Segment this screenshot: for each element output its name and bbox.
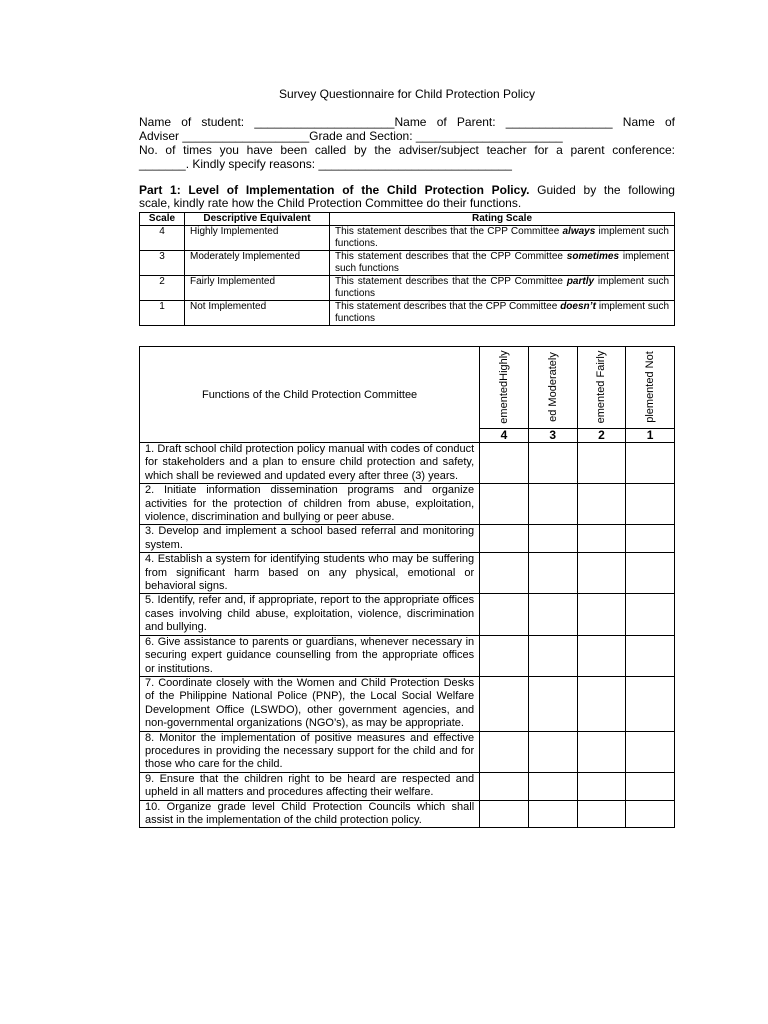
info-line-reasons: _______. Kindly specify reasons: _____________________________ — [139, 157, 512, 171]
function-text: 3. Develop and implement a school based referral and monitoring system. — [140, 525, 480, 553]
rating-cell-2[interactable] — [577, 484, 626, 525]
rating-cell-2[interactable] — [577, 772, 626, 800]
functions-rating-table — [139, 346, 675, 828]
rating-cell-4[interactable] — [480, 525, 529, 553]
rating-cell-4[interactable] — [480, 772, 529, 800]
rating-cell-1[interactable] — [626, 525, 675, 553]
function-row — [140, 594, 675, 635]
part1-intro-1: Guided by the following — [529, 183, 675, 197]
rating-cell-3[interactable] — [528, 731, 577, 772]
function-row — [140, 731, 675, 772]
rating-cell-3[interactable] — [528, 484, 577, 525]
rating-cell-4[interactable] — [480, 800, 529, 828]
rating-cell-4[interactable] — [480, 676, 529, 731]
function-text: 5. Identify, refer and, if appropriate, report to the appropriate offices cases involving child abuse, exploitation, violence, discrimination and bullying. — [140, 594, 480, 635]
rating-cell-3[interactable] — [528, 676, 577, 731]
rating-cell-4[interactable] — [480, 484, 529, 525]
rating-cell-3[interactable] — [528, 525, 577, 553]
rating-cell-4[interactable] — [480, 594, 529, 635]
rating-cell-1[interactable] — [626, 443, 675, 484]
functions-header-row — [140, 347, 675, 429]
rating-cell-3[interactable] — [528, 635, 577, 676]
function-text: 9. Ensure that the children right to be heard are respected and upheld in all matters and procedures affecting their welfare. — [140, 772, 480, 800]
scale-value: 4 — [140, 226, 185, 251]
function-row — [140, 635, 675, 676]
rating-number-3: 3 — [528, 428, 577, 442]
rating-scale-header: Rating Scale — [330, 213, 675, 226]
scale-value: 1 — [140, 301, 185, 326]
rating-number-2: 2 — [577, 428, 626, 442]
rating-cell-4[interactable] — [480, 635, 529, 676]
rating-cell-3[interactable] — [528, 594, 577, 635]
function-text: 4. Establish a system for identifying students who may be suffering from significant harm based on any physical, emotional or behavioral signs. — [140, 553, 480, 594]
rating-cell-1[interactable] — [626, 594, 675, 635]
function-row — [140, 676, 675, 731]
scale-row — [140, 226, 675, 251]
function-row — [140, 443, 675, 484]
rating-scale-table — [139, 212, 675, 326]
part1-intro-2: scale, kindly rate how the Child Protection Committee do their functions. — [139, 196, 522, 210]
rating-number-1: 1 — [626, 428, 675, 442]
function-text: 7. Coordinate closely with the Women and Child Protection Desks of the Philippine National Police (PNP), the Local Social Welfare Development Office (LSWDO), other government agencies, and non-governmental organizations (NGO’s), as may be appropriate. — [140, 676, 480, 731]
rating-cell-3[interactable] — [528, 553, 577, 594]
scale-meaning: This statement describes that the CPP Committee always implement such functions. — [330, 226, 675, 251]
function-row — [140, 484, 675, 525]
scale-description: Moderately Implemented — [185, 251, 330, 276]
scale-row — [140, 301, 675, 326]
function-row — [140, 553, 675, 594]
functions-header: Functions of the Child Protection Committee — [140, 347, 480, 443]
rating-cell-1[interactable] — [626, 676, 675, 731]
scale-table-header — [140, 213, 675, 226]
document-title: Survey Questionnaire for Child Protection Policy — [278, 87, 536, 101]
rating-cell-1[interactable] — [626, 484, 675, 525]
rating-cell-3[interactable] — [528, 800, 577, 828]
scale-row — [140, 251, 675, 276]
function-text: 6. Give assistance to parents or guardians, whenever necessary in securing expert guidance counselling from the appropriate offices or institutions. — [140, 635, 480, 676]
scale-meaning: This statement describes that the CPP Committee doesn’t implement such functions — [330, 301, 675, 326]
rating-cell-3[interactable] — [528, 443, 577, 484]
rating-cell-2[interactable] — [577, 525, 626, 553]
info-line-conference-count: No. of times you have been called by the adviser/subject teacher for a parent conference: — [139, 143, 675, 157]
rating-cell-1[interactable] — [626, 731, 675, 772]
function-text: 2. Initiate information dissemination programs and organize activities for the protection of children from abuse, exploitation, violence, discrimination and bullying or peer abuse. — [140, 484, 480, 525]
rating-cell-1[interactable] — [626, 800, 675, 828]
rating-cell-1[interactable] — [626, 772, 675, 800]
scale-description: Not Implemented — [185, 301, 330, 326]
rating-cell-2[interactable] — [577, 635, 626, 676]
rating-cell-3[interactable] — [528, 772, 577, 800]
scale-value: 3 — [140, 251, 185, 276]
rating-cell-2[interactable] — [577, 731, 626, 772]
scale-row — [140, 276, 675, 301]
rating-cell-1[interactable] — [626, 553, 675, 594]
rating-col-moderately: ed Moderately — [528, 347, 577, 429]
rating-cell-2[interactable] — [577, 443, 626, 484]
function-text: 8. Monitor the implementation of positive measures and effective procedures in providing the necessary support for the child and for those who care for the child. — [140, 731, 480, 772]
info-line-student-parent: Name of student: _____________________Name of Parent: ________________ Name of — [139, 115, 675, 129]
function-row — [140, 525, 675, 553]
scale-meaning: This statement describes that the CPP Committee partly implement such functions — [330, 276, 675, 301]
rating-col-fairly: emented Fairly — [577, 347, 626, 429]
respondent-info — [139, 115, 675, 171]
rating-col-highly: ementedHighly — [480, 347, 529, 429]
rating-cell-2[interactable] — [577, 800, 626, 828]
function-text: 10. Organize grade level Child Protection Councils which shall assist in the implementation of the child protection policy. — [140, 800, 480, 828]
rating-number-4: 4 — [480, 428, 529, 442]
rating-cell-2[interactable] — [577, 553, 626, 594]
rating-cell-2[interactable] — [577, 676, 626, 731]
scale-description: Highly Implemented — [185, 226, 330, 251]
descriptive-equivalent-header: Descriptive Equivalent — [185, 213, 330, 226]
part1-heading: Part 1: Level of Implementation of the Child Protection Policy. — [139, 183, 530, 197]
rating-cell-1[interactable] — [626, 635, 675, 676]
scale-description: Fairly Implemented — [185, 276, 330, 301]
info-line-adviser-grade: Adviser ___________________Grade and Section: ______________________ — [139, 129, 563, 143]
scale-meaning: This statement describes that the CPP Committee sometimes implement such functions — [330, 251, 675, 276]
rating-cell-4[interactable] — [480, 553, 529, 594]
rating-cell-4[interactable] — [480, 443, 529, 484]
part1-instructions — [139, 184, 675, 210]
function-text: 1. Draft school child protection policy manual with codes of conduct for stakeholders and a plan to ensure child protection and safety, which shall be reviewed and updated every after three (3) years. — [140, 443, 480, 484]
rating-cell-2[interactable] — [577, 594, 626, 635]
rating-cell-4[interactable] — [480, 731, 529, 772]
function-row — [140, 772, 675, 800]
scale-header: Scale — [140, 213, 185, 226]
scale-value: 2 — [140, 276, 185, 301]
function-row — [140, 800, 675, 828]
rating-col-not: plemented Not — [626, 347, 675, 429]
